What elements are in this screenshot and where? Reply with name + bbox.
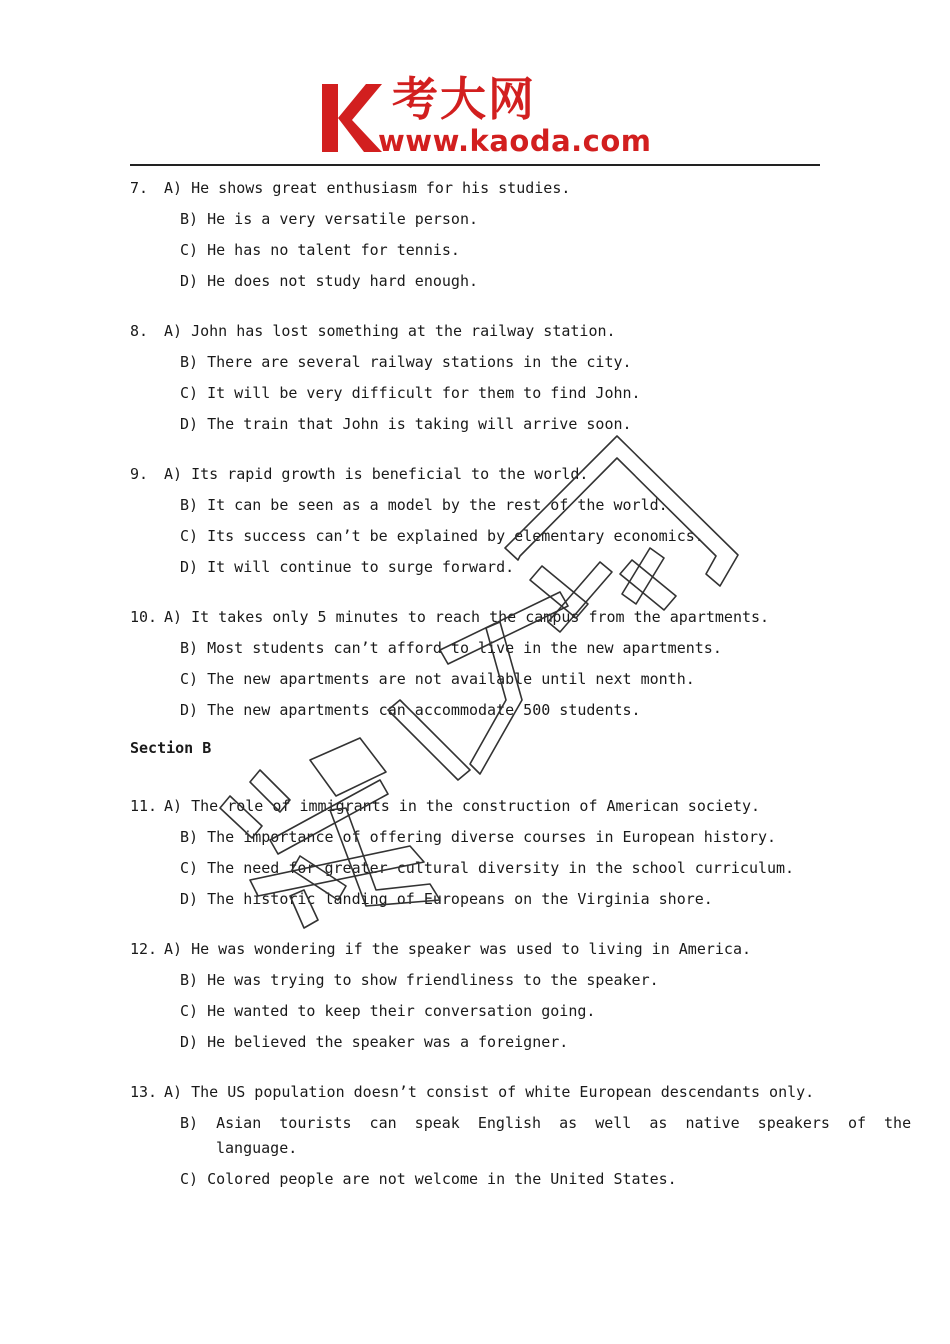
watermark-stroke — [622, 548, 664, 604]
section-heading: Section B — [130, 739, 212, 757]
option-c: C) The new apartments are not available until next month. — [180, 670, 695, 688]
option-c: C) He wanted to keep their conversation going. — [180, 1002, 596, 1020]
option-b: B) It can be seen as a model by the rest of the world. — [180, 496, 668, 514]
logo-chinese-text: 考大网 — [392, 72, 536, 126]
option-c: C) He has no talent for tennis. — [180, 241, 460, 259]
question-number: 13. — [130, 1083, 158, 1101]
question-number: 11. — [130, 797, 158, 815]
option-a: A) He shows great enthusiasm for his studies. — [164, 179, 571, 197]
option-d: D) The train that John is taking will arrive soon. — [180, 415, 632, 433]
option-c: C) The need for greater cultural diversity in the school curriculum. — [180, 859, 795, 877]
option-a: A) He was wondering if the speaker was used to living in America. — [164, 940, 751, 958]
option-a: A) The role of immigrants in the construction of American society. — [164, 797, 761, 815]
question-number: 8. — [130, 322, 149, 340]
option-b-continuation: language. — [216, 1139, 298, 1157]
logo-url-text: www.kaoda.com — [378, 124, 652, 158]
option-a: A) It takes only 5 minutes to reach the campus from the apartments. — [164, 608, 770, 626]
question-number: 10. — [130, 608, 158, 626]
option-c: C) Colored people are not welcome in the United States. — [180, 1170, 677, 1188]
option-d: D) He believed the speaker was a foreigner. — [180, 1033, 569, 1051]
option-b: B) Most students can’t afford to live in the new apartments. — [180, 639, 722, 657]
option-b: B) Asian tourists can speak English as well as native speakers of the — [180, 1114, 912, 1132]
option-b: B) There are several railway stations in the city. — [180, 353, 632, 371]
option-a: A) John has lost something at the railway station. — [164, 322, 616, 340]
option-d: D) The new apartments can accommodate 500 students. — [180, 701, 641, 719]
watermark-stroke — [620, 560, 676, 610]
option-d: D) It will continue to surge forward. — [180, 558, 515, 576]
option-a: A) The US population doesn’t consist of white European descendants only. — [164, 1083, 815, 1101]
option-b: B) The importance of offering diverse courses in European history. — [180, 828, 777, 846]
option-d: D) The historic landing of Europeans on the Virginia shore. — [180, 890, 713, 908]
watermark-stroke — [310, 738, 386, 796]
question-number: 7. — [130, 179, 149, 197]
question-number: 9. — [130, 465, 149, 483]
option-b: B) He was trying to show friendliness to the speaker. — [180, 971, 659, 989]
header-rule — [130, 164, 820, 166]
option-b: B) He is a very versatile person. — [180, 210, 479, 228]
option-c: C) Its success can’t be explained by elementary economics. — [180, 527, 704, 545]
option-d: D) He does not study hard enough. — [180, 272, 479, 290]
option-c: C) It will be very difficult for them to find John. — [180, 384, 641, 402]
site-logo — [318, 72, 652, 162]
question-number: 12. — [130, 940, 158, 958]
logo-k-mark — [318, 82, 382, 154]
option-a: A) Its rapid growth is beneficial to the world. — [164, 465, 589, 483]
